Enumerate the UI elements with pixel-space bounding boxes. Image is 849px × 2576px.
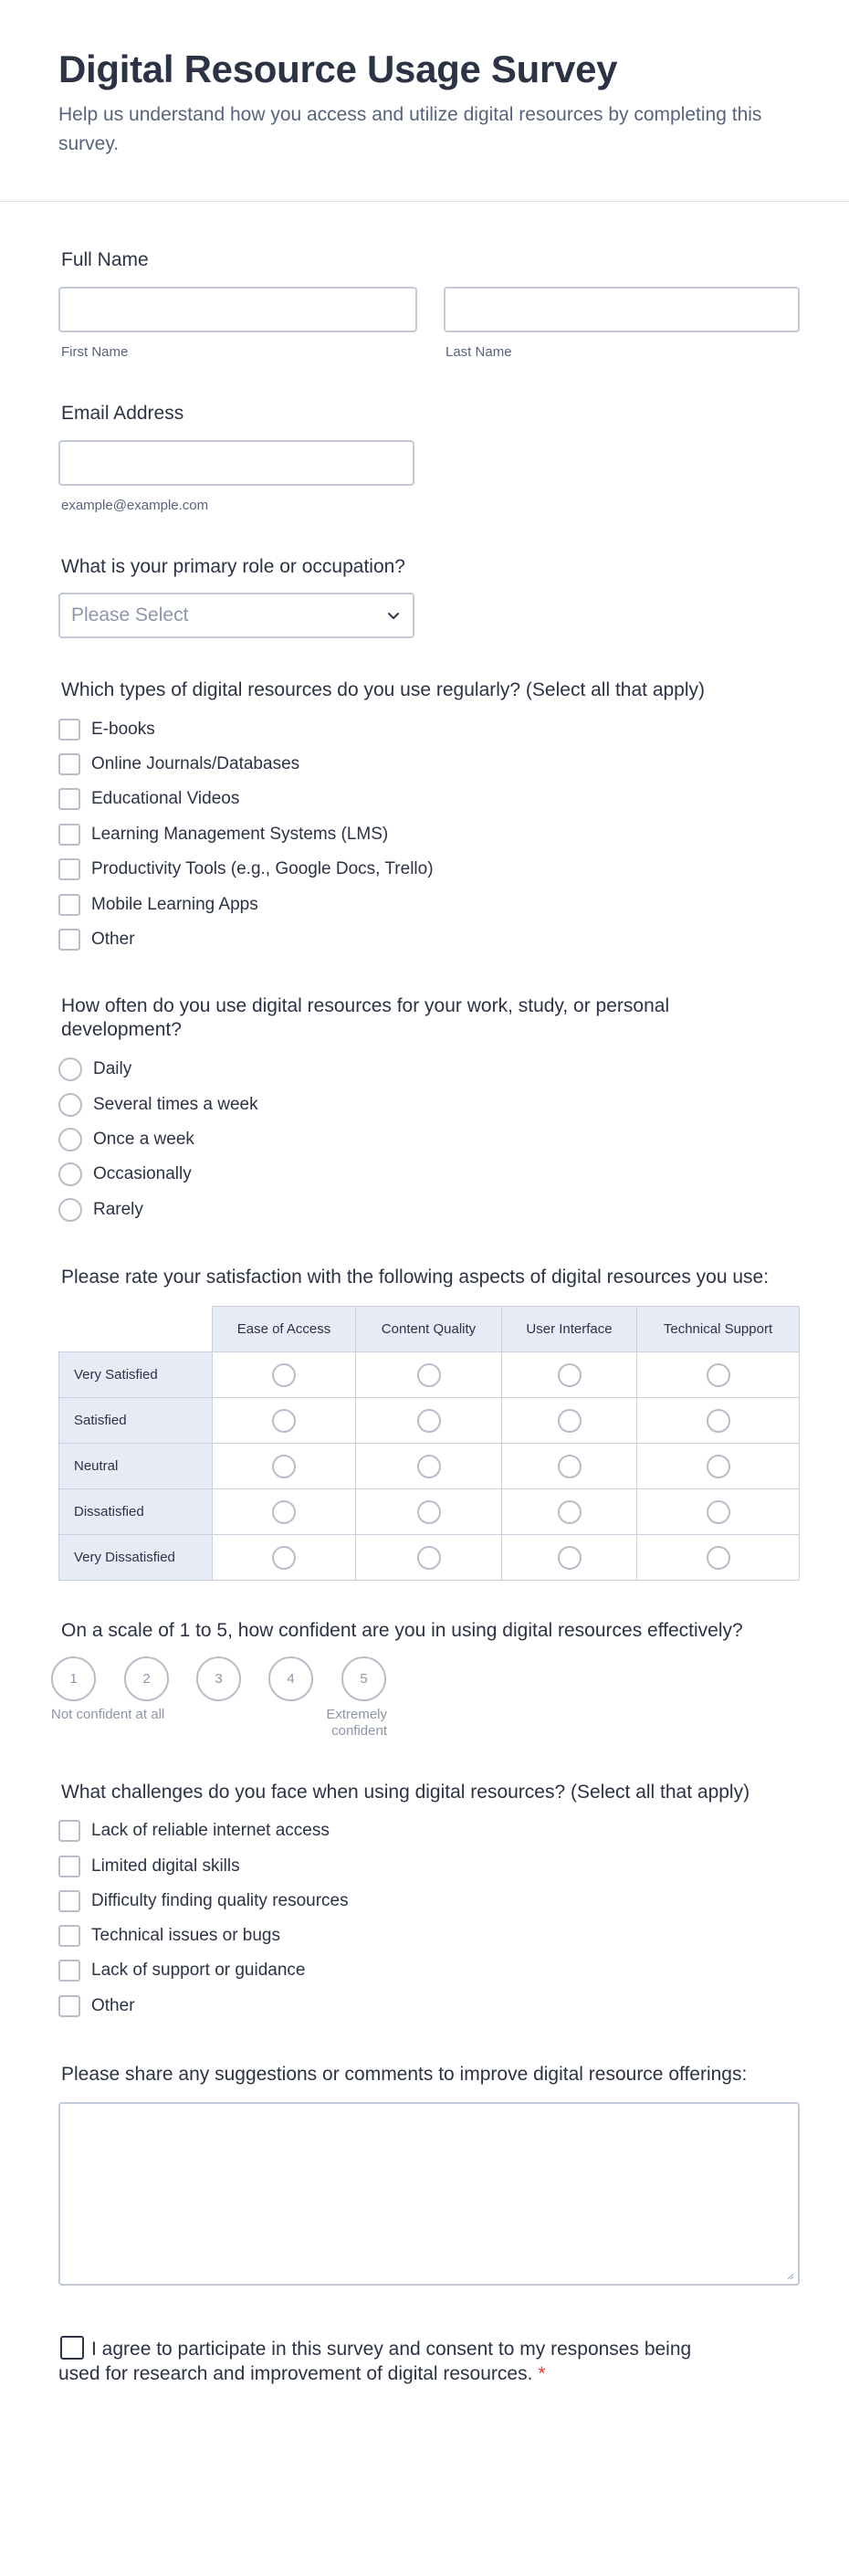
option-label: Limited digital skills	[91, 1856, 240, 1876]
first-name-sublabel: First Name	[61, 344, 129, 360]
resource-option[interactable]	[58, 752, 299, 777]
matrix-row-header: Very Dissatisfied	[59, 1535, 213, 1581]
satisfaction-label: Please rate your satisfaction with the following aspects of digital resources you use:	[61, 1267, 770, 1288]
resource-types-label: Which types of digital resources do you use regularly? (Select all that apply)	[61, 679, 706, 700]
challenge-option[interactable]	[58, 1958, 306, 1983]
matrix-row-header: Very Satisfied	[59, 1352, 213, 1398]
radio-button[interactable]	[417, 1546, 441, 1570]
frequency-option[interactable]	[58, 1162, 192, 1187]
confidence-label: On a scale of 1 to 5, how confident are you in using digital resources effectively?	[61, 1620, 743, 1641]
option-label: Technical issues or bugs	[91, 1926, 280, 1945]
matrix-cell[interactable]	[502, 1489, 637, 1535]
matrix-cell[interactable]	[502, 1444, 637, 1489]
consent-text: I agree to participate in this survey and consent to my responses being used for research and improvement of digital resources.	[58, 2339, 692, 2384]
option-label: Other	[91, 930, 135, 949]
first-name-input[interactable]	[58, 287, 417, 332]
radio-button[interactable]	[58, 1093, 82, 1117]
scale-option-1[interactable]: 1	[51, 1656, 96, 1701]
radio-button[interactable]	[707, 1409, 730, 1433]
checkbox[interactable]	[58, 1820, 80, 1842]
radio-button[interactable]	[58, 1057, 82, 1081]
radio-button[interactable]	[58, 1198, 82, 1222]
checkbox[interactable]	[58, 788, 80, 810]
matrix-cell[interactable]	[637, 1398, 800, 1444]
consent-checkbox[interactable]	[60, 2336, 84, 2360]
suggestions-textarea[interactable]	[58, 2102, 800, 2286]
radio-button[interactable]	[707, 1363, 730, 1387]
option-label: Once a week	[93, 1130, 194, 1149]
last-name-input[interactable]	[444, 287, 800, 332]
frequency-option[interactable]	[58, 1057, 131, 1082]
matrix-cell[interactable]	[356, 1489, 502, 1535]
email-sublabel: example@example.com	[61, 498, 209, 513]
scale-option-4[interactable]: 4	[268, 1656, 313, 1701]
radio-button[interactable]	[558, 1409, 582, 1433]
checkbox[interactable]	[58, 719, 80, 741]
radio-button[interactable]	[58, 1128, 82, 1151]
full-name-label: Full Name	[61, 249, 149, 270]
challenge-option[interactable]	[58, 1854, 240, 1879]
matrix-column-header: User Interface	[502, 1307, 637, 1352]
checkbox[interactable]	[58, 1890, 80, 1912]
matrix-cell[interactable]	[213, 1489, 356, 1535]
matrix-column-header: Technical Support	[637, 1307, 800, 1352]
radio-button[interactable]	[558, 1363, 582, 1387]
scale-high-caption: Extremely confident	[326, 1707, 387, 1739]
challenge-option[interactable]	[58, 1888, 349, 1914]
option-label: Lack of reliable internet access	[91, 1821, 330, 1840]
checkbox[interactable]	[58, 753, 80, 775]
consent-field	[58, 2336, 734, 2386]
matrix-cell[interactable]	[213, 1535, 356, 1581]
resource-option[interactable]	[58, 717, 155, 742]
checkbox[interactable]	[58, 1995, 80, 2017]
radio-button[interactable]	[272, 1409, 296, 1433]
scale-option-3[interactable]: 3	[196, 1656, 241, 1701]
matrix-cell[interactable]	[356, 1352, 502, 1398]
radio-button[interactable]	[272, 1500, 296, 1524]
radio-button[interactable]	[58, 1162, 82, 1186]
scale-option-5[interactable]: 5	[341, 1656, 386, 1701]
radio-button[interactable]	[707, 1455, 730, 1478]
matrix-cell[interactable]	[502, 1398, 637, 1444]
option-label: Rarely	[93, 1200, 143, 1219]
resource-option[interactable]	[58, 927, 135, 952]
matrix-cell[interactable]	[356, 1444, 502, 1489]
matrix-cell[interactable]	[637, 1489, 800, 1535]
radio-button[interactable]	[272, 1363, 296, 1387]
form-header	[0, 0, 849, 202]
satisfaction-matrix	[58, 1306, 800, 1581]
matrix-cell[interactable]	[213, 1352, 356, 1398]
matrix-cell[interactable]	[637, 1352, 800, 1398]
radio-button[interactable]	[417, 1409, 441, 1433]
option-label: E-books	[91, 720, 155, 739]
suggestions-label: Please share any suggestions or comments to improve digital resource offerings:	[61, 2064, 748, 2085]
radio-button[interactable]	[272, 1455, 296, 1478]
option-label: Educational Videos	[91, 789, 240, 808]
radio-button[interactable]	[417, 1455, 441, 1478]
matrix-corner	[59, 1307, 213, 1352]
challenges-label: What challenges do you face when using digital resources? (Select all that apply)	[61, 1782, 750, 1803]
matrix-row-header: Satisfied	[59, 1398, 213, 1444]
option-label: Occasionally	[93, 1164, 192, 1183]
challenge-option[interactable]	[58, 1923, 280, 1949]
option-label: Online Journals/Databases	[91, 754, 300, 773]
challenge-option[interactable]	[58, 1993, 135, 2019]
matrix-row-header: Dissatisfied	[59, 1489, 213, 1535]
matrix-cell[interactable]	[213, 1444, 356, 1489]
checkbox[interactable]	[58, 929, 80, 951]
radio-button[interactable]	[707, 1500, 730, 1524]
option-label: Mobile Learning Apps	[91, 895, 258, 914]
checkbox[interactable]	[58, 894, 80, 916]
form-title: Digital Resource Usage Survey	[58, 47, 618, 90]
scale-option-2[interactable]: 2	[124, 1656, 169, 1701]
option-label: Daily	[93, 1059, 132, 1078]
last-name-sublabel: Last Name	[445, 344, 512, 360]
matrix-cell[interactable]	[502, 1535, 637, 1581]
radio-button[interactable]	[417, 1363, 441, 1387]
resource-option[interactable]	[58, 786, 239, 812]
resource-option[interactable]	[58, 822, 388, 847]
frequency-option[interactable]	[58, 1092, 258, 1118]
matrix-column-header: Ease of Access	[213, 1307, 356, 1352]
resize-grip-icon[interactable]	[785, 2271, 794, 2280]
radio-button[interactable]	[272, 1546, 296, 1570]
option-label: Productivity Tools (e.g., Google Docs, Trello)	[91, 859, 434, 878]
frequency-option[interactable]	[58, 1197, 143, 1223]
scale-low-caption: Not confident at all	[51, 1707, 165, 1722]
role-label: What is your primary role or occupation?	[61, 556, 405, 577]
resource-option[interactable]	[58, 892, 258, 918]
radio-button[interactable]	[558, 1455, 582, 1478]
option-label: Difficulty finding quality resources	[91, 1891, 349, 1910]
radio-button[interactable]	[558, 1546, 582, 1570]
option-label: Learning Management Systems (LMS)	[91, 825, 389, 844]
challenge-option[interactable]	[58, 1818, 330, 1844]
matrix-column-header: Content Quality	[356, 1307, 502, 1352]
matrix-cell[interactable]	[356, 1535, 502, 1581]
option-label: Other	[91, 1996, 135, 2015]
matrix-cell[interactable]	[637, 1535, 800, 1581]
checkbox[interactable]	[58, 1856, 80, 1877]
option-label: Several times a week	[93, 1095, 258, 1114]
matrix-cell[interactable]	[502, 1352, 637, 1398]
frequency-label: How often do you use digital resources for your work, study, or personal development?	[61, 995, 670, 1040]
option-label: Lack of support or guidance	[91, 1961, 306, 1980]
frequency-option[interactable]	[58, 1127, 194, 1152]
matrix-cell[interactable]	[213, 1398, 356, 1444]
radio-button[interactable]	[417, 1500, 441, 1524]
required-asterisk: *	[538, 2363, 546, 2384]
email-label: Email Address	[61, 403, 184, 424]
checkbox[interactable]	[58, 1925, 80, 1947]
resource-option[interactable]	[58, 857, 434, 882]
radio-button[interactable]	[558, 1500, 582, 1524]
matrix-row-header: Neutral	[59, 1444, 213, 1489]
form-subtitle: Help us understand how you access and utilize digital resources by completing this survey.	[58, 104, 762, 154]
checkbox[interactable]	[58, 858, 80, 880]
checkbox[interactable]	[58, 824, 80, 846]
checkbox[interactable]	[58, 1960, 80, 1982]
role-select[interactable]	[58, 593, 414, 638]
matrix-cell[interactable]	[637, 1444, 800, 1489]
email-input[interactable]	[58, 440, 414, 486]
matrix-cell[interactable]	[356, 1398, 502, 1444]
chevron-down-icon	[385, 607, 402, 624]
role-select-placeholder: Please Select	[71, 605, 189, 626]
radio-button[interactable]	[707, 1546, 730, 1570]
